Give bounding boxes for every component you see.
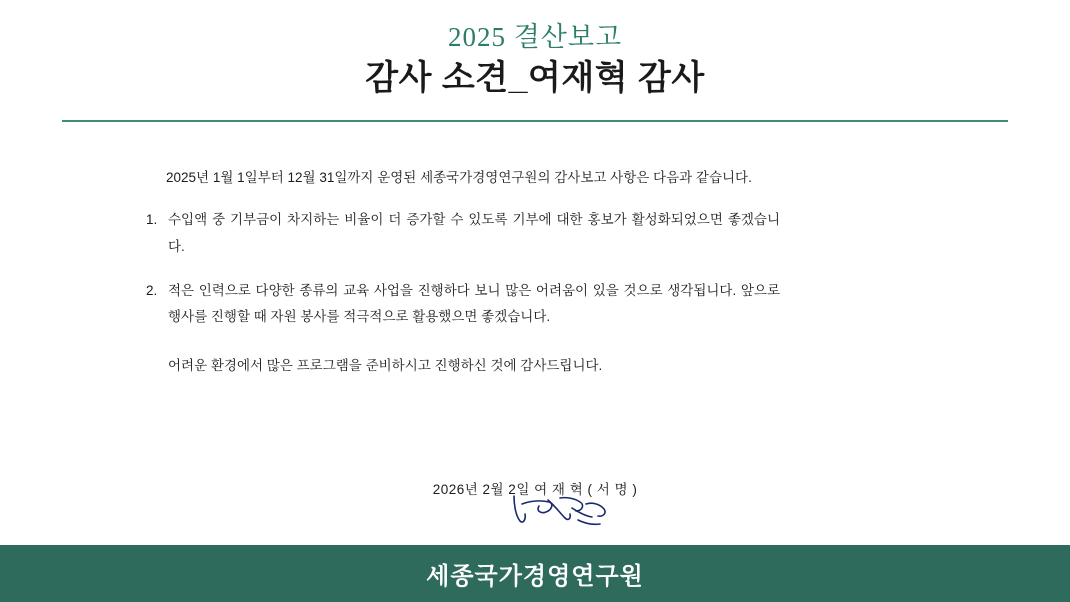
list-item — [140, 278, 780, 331]
title-divider — [62, 120, 1008, 122]
page-title: 감사 소견_여재혁 감사 — [365, 59, 705, 98]
list-item-number: 2. — [146, 282, 158, 298]
slide-header — [0, 0, 1070, 100]
list-item-text: 적은 인력으로 다양한 종류의 교육 사업을 진행하다 보니 많은 어려움이 있을 것으로 생각됩니다. 앞으로 행사를 진행할 때 자원 봉사를 적극적으로 활용했으면 좋겠습니다. — [168, 282, 780, 325]
list-item — [140, 207, 780, 260]
report-body — [140, 165, 780, 395]
footer-bar — [0, 545, 1070, 602]
list-item-number: 1. — [146, 212, 158, 228]
list-item-text: 수입액 중 기부금이 차지하는 비율이 더 증가할 수 있도록 기부에 대한 홍보가 활성화되었으면 좋겠습니다. — [168, 212, 780, 254]
footer-organization: 세종국가경영연구원 — [426, 563, 644, 590]
closing-paragraph: 어려운 환경에서 많은 프로그램을 준비하시고 진행하신 것에 감사드립니다. — [168, 357, 603, 373]
intro-paragraph: 2025년 1월 1일부터 12월 31일까지 운영된 세종국가경영연구원의 감사보고 사항은 다음과 같습니다. — [166, 170, 752, 185]
eyebrow-title: 2025 결산보고 — [447, 22, 623, 52]
signature-icon — [508, 490, 618, 532]
signature-line: 2026년 2월 2일 여 재 혁 ( 서 명 ) — [432, 482, 638, 497]
